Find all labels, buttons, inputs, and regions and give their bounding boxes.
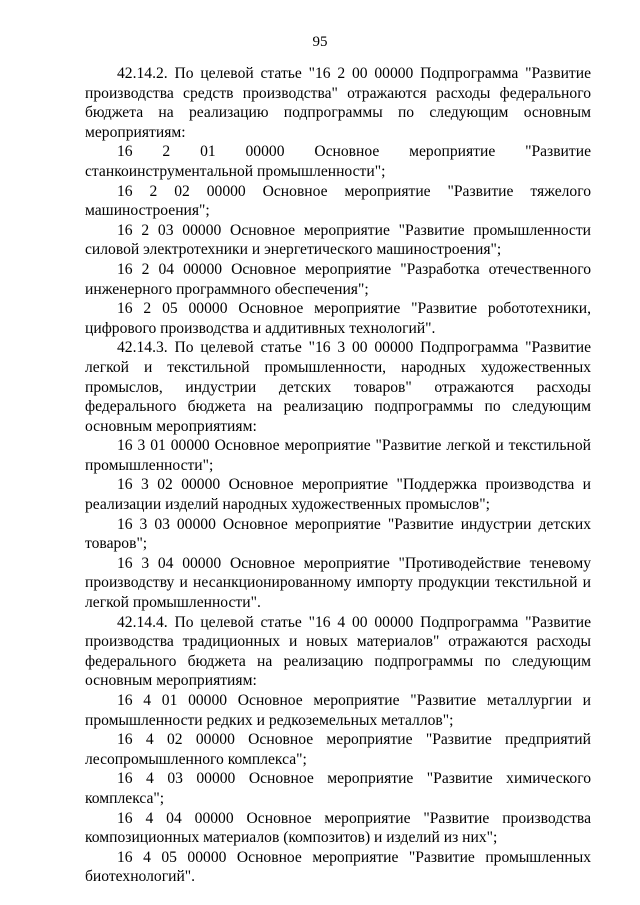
paragraph-16-3-01: 16 3 01 00000 Основное мероприятие "Развитие легкой и текстильной промышленности"; — [85, 437, 591, 474]
paragraph-16-4-04: 16 4 04 00000 Основное мероприятие "Развитие производства композиционных материалов (композитов) и изделий из них"; — [85, 809, 591, 847]
paragraph-42-14-2: 42.14.2. По целевой статье "16 2 00 00000 Подпрограмма "Развитие производства средств производства" отражаются расходы федерального бюджета на реализацию подпрограммы по следующим основным мероприятиям: — [85, 65, 591, 141]
document-body — [85, 64, 591, 887]
paragraph-16-2-02: 16 2 02 00000 Основное мероприятие "Развитие тяжелого машиностроения"; — [85, 182, 591, 220]
paragraph-16-2-01: 16 2 01 00000 Основное мероприятие "Развитие станкоинструментальной промышленности"; — [85, 143, 591, 180]
paragraph-16-2-05: 16 2 05 00000 Основное мероприятие "Развитие робототехники, цифрового производства и аддитивных технологий". — [85, 300, 591, 337]
paragraph-16-4-02: 16 4 02 00000 Основное мероприятие "Развитие предприятий лесопромышленного комплекса"; — [85, 731, 591, 768]
paragraph-16-3-04: 16 3 04 00000 Основное мероприятие "Противодействие теневому производству и несанкционированному импорту продукции текстильной и легкой промышленности". — [85, 554, 591, 612]
paragraph-42-14-3: 42.14.3. По целевой статье "16 3 00 00000 Подпрограмма "Развитие легкой и текстильной промышленности, народных художественных промыслов, индустрии детских товаров" отражаются расходы федерального бюджета на реализацию подпрограммы по следующим основным мероприятиям: — [85, 339, 591, 435]
paragraph-16-2-03: 16 2 03 00000 Основное мероприятие "Развитие промышленности силовой электротехники и энергетического машиностроения"; — [85, 221, 591, 259]
paragraph-16-3-03: 16 3 03 00000 Основное мероприятие "Развитие индустрии детских товаров"; — [85, 515, 591, 553]
paragraph-16-4-01: 16 4 01 00000 Основное мероприятие "Развитие металлургии и промышленности редких и редкоземельных металлов"; — [85, 692, 591, 729]
paragraph-16-3-02: 16 3 02 00000 Основное мероприятие "Поддержка производства и реализации изделий народных художественных промыслов"; — [85, 476, 591, 514]
page-number: 95 — [312, 34, 328, 50]
paragraph-16-4-05: 16 4 05 00000 Основное мероприятие "Развитие промышленных биотехнологий". — [85, 848, 591, 886]
paragraph-16-2-04: 16 2 04 00000 Основное мероприятие "Разработка отечественного инженерного программного обеспечения"; — [85, 260, 591, 298]
paragraph-16-4-03: 16 4 03 00000 Основное мероприятие "Развитие химического комплекса"; — [85, 770, 591, 807]
paragraph-42-14-4: 42.14.4. По целевой статье "16 4 00 00000 Подпрограмма "Развитие производства традиционных и новых материалов" отражаются расходы федерального бюджета на реализацию подпрограммы по следующим основным мероприятиям: — [85, 613, 591, 690]
